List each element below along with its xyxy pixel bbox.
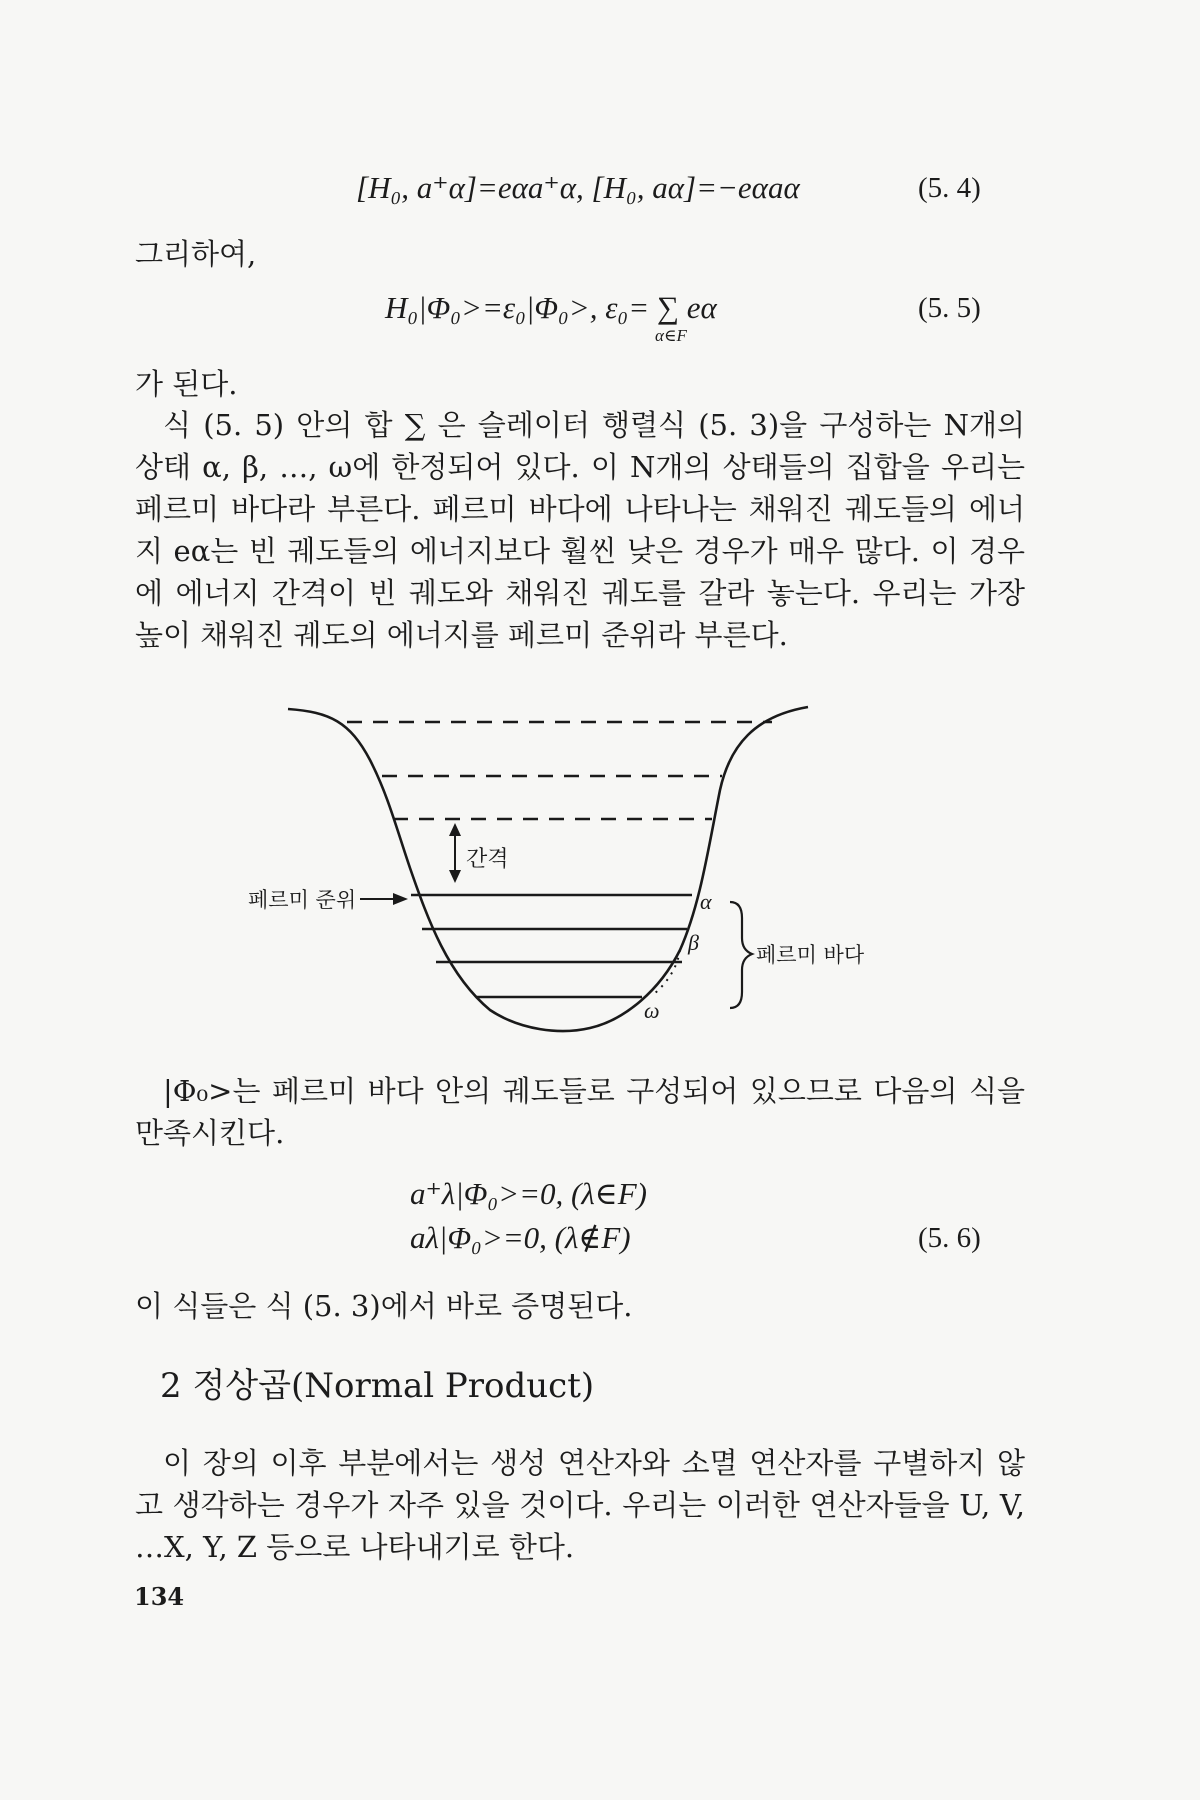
text-line: 그리하여, — [135, 237, 257, 271]
omega-label: ω — [644, 998, 660, 1023]
fermi-level-label: 페르미 준위 — [248, 888, 357, 912]
fermi-level-arrow-head-icon — [393, 893, 408, 905]
alpha-label: α — [700, 889, 712, 914]
fermi-sea-label: 페르미 바다 — [756, 943, 865, 967]
gap-arrow-head-up-icon — [449, 823, 461, 836]
equation-number-5-4: (5. 4) — [918, 172, 981, 204]
beta-label: β — [688, 930, 699, 955]
equation-number-5-5: (5. 5) — [918, 292, 981, 324]
equation-5-6-first: a⁺λ|Φ₀>=0, (λ∈F) — [410, 1176, 647, 1211]
section-title: 2 정상곱(Normal Product) — [160, 1366, 595, 1406]
text-line: 가 된다. — [135, 367, 238, 401]
fermi-sea-brace-icon — [730, 902, 752, 1008]
potential-well-curve — [288, 707, 808, 1031]
gap-arrow-head-down-icon — [449, 870, 461, 883]
paragraph: 이 장의 이후 부분에서는 생성 연산자와 소멸 연산자를 구별하지 않고 생각하는 경우가 자주 있을 것이다. 우리는 이러한 연산자들을 U, V, …X, Y, Z 등으로 나타내기로 한다. — [135, 1446, 1025, 1564]
equation-5-5: H₀|Φ₀>=ε₀|Φ₀>, ε₀= ∑ eα — [385, 290, 717, 325]
page-number: 134 — [134, 1582, 185, 1611]
equation-5-5-subscript: α∈F — [655, 326, 687, 345]
text-line: 이 식들은 식 (5. 3)에서 바로 증명된다. — [135, 1289, 633, 1323]
paragraph: |Φ₀>는 페르미 바다 안의 궤도들로 구성되어 있으므로 다음의 식을 만족시킨다. — [135, 1074, 1025, 1150]
gap-label: 간격 — [466, 847, 509, 872]
equation-5-4: [H₀, a⁺α]=eαa⁺α, [H₀, aα]=−eαaα — [356, 170, 800, 205]
equation-5-6-second: aλ|Φ₀>=0, (λ∉F) — [410, 1220, 631, 1255]
equation-number-5-6: (5. 6) — [918, 1222, 981, 1254]
paragraph: 식 (5. 5) 안의 합 ∑ 은 슬레이터 행렬식 (5. 3)을 구성하는 N개의 상태 α, β, …, ω에 한정되어 있다. 이 N개의 상태들의 집합을 우리는 페르미 바다라 부른다. 페르미 바다에 나타나는 채워진 궤도들의 에너지 eα는 빈 궤도들의 에너지보다 훨씬 낮은 경우가 매우 많다. 이 경우에 에너지 간격이 빈 궤도와 채워진 궤도를 갈라 놓는다. 우리는 가장 높이 채워진 궤도의 에너지를 페르미 준위라 부른다. — [135, 408, 1025, 652]
